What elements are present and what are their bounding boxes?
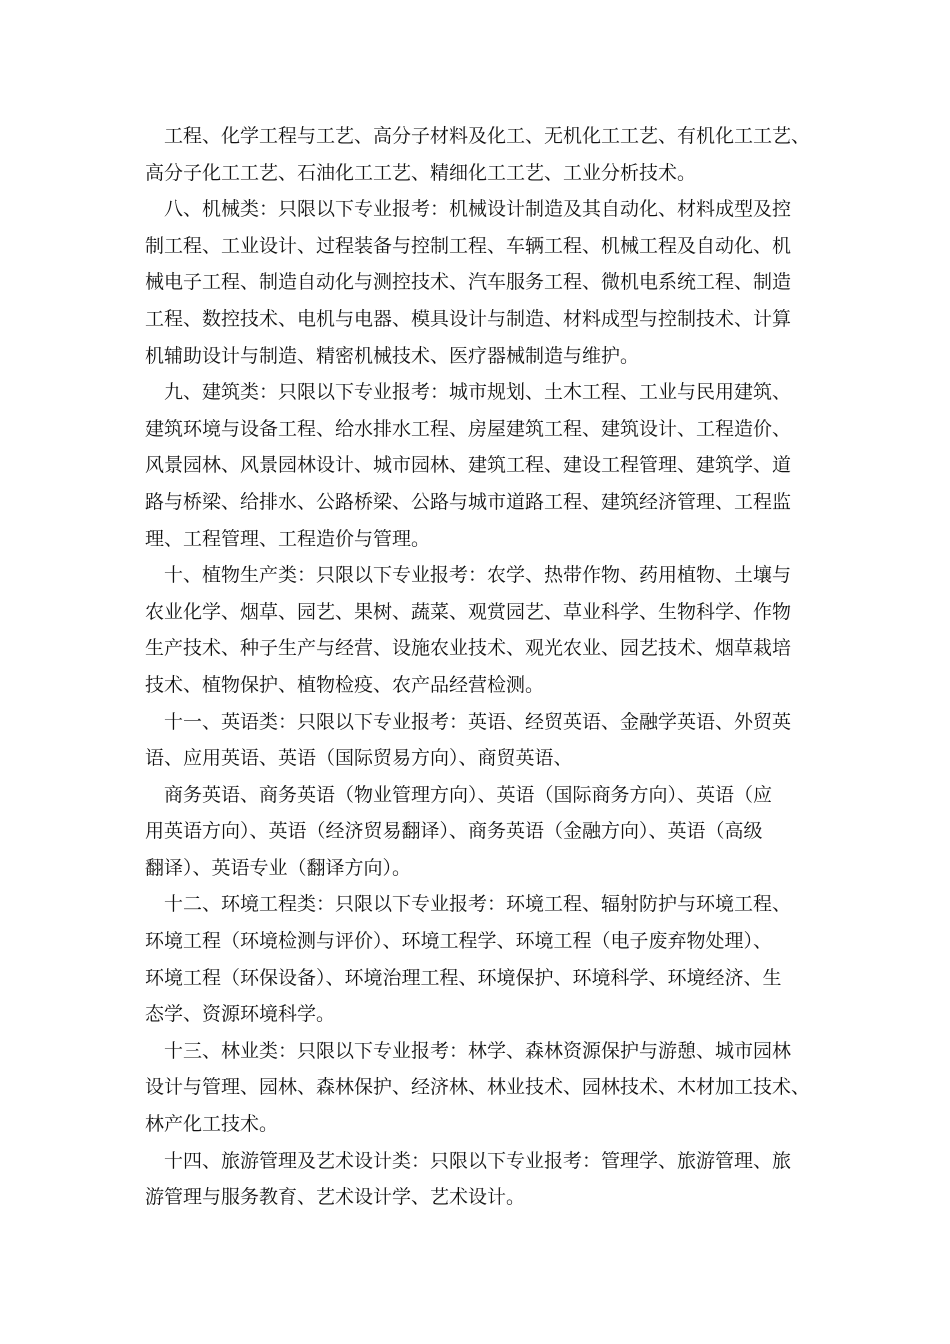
text-line: 建筑环境与设备工程、给水排水工程、房屋建筑工程、建筑设计、工程造价、 [145,417,792,440]
text-line: 十、植物生产类：只限以下专业报考：农学、热带作物、药用植物、土壤与 [164,564,792,587]
text-line: 态学、资源环境科学。 [145,1003,336,1026]
text-line: 设计与管理、园林、森林保护、经济林、林业技术、园林技术、木材加工技术、 [145,1076,810,1099]
text-line: 八、机械类：只限以下专业报考：机械设计制造及其自动化、材料成型及控 [164,198,792,221]
text-line: 商务英语、商务英语（物业管理方向）、英语（国际商务方向）、英语（应 [164,783,773,806]
text-line: 农业化学、烟草、园艺、果树、蔬菜、观赏园艺、草业科学、生物科学、作物 [145,600,792,623]
text-line: 高分子化工工艺、石油化工工艺、精细化工工艺、工业分析技术。 [145,161,697,184]
text-line: 九、建筑类：只限以下专业报考：城市规划、土木工程、工业与民用建筑、 [164,381,792,404]
text-line: 用英语方向）、英语（经济贸易翻译）、商务英语（金融方向）、英语（高级 [145,820,763,843]
text-line: 十二、环境工程类：只限以下专业报考：环境工程、辐射防护与环境工程、 [164,893,792,916]
text-line: 十一、英语类：只限以下专业报考：英语、经贸英语、金融学英语、外贸英 [164,710,792,733]
text-line: 林产化工技术。 [145,1113,279,1136]
text-line: 风景园林、风景园林设计、城市园林、建筑工程、建设工程管理、建筑学、道 [145,454,792,477]
text-line: 械电子工程、制造自动化与测控技术、汽车服务工程、微机电系统工程、制造 [145,271,792,294]
text-line: 制工程、工业设计、过程装备与控制工程、车辆工程、机械工程及自动化、机 [145,234,792,257]
document-body [145,118,810,1216]
text-line: 游管理与服务教育、艺术设计学、艺术设计。 [145,1186,526,1209]
text-line: 生产技术、种子生产与经营、设施农业技术、观光农业、园艺技术、烟草栽培 [145,637,792,660]
text-line: 环境工程（环保设备）、环境治理工程、环境保护、环境科学、环境经济、生 [145,966,782,989]
text-line: 机辅助设计与制造、精密机械技术、医疗器械制造与维护。 [145,344,640,367]
text-line: 十四、旅游管理及艺术设计类：只限以下专业报考：管理学、旅游管理、旅 [164,1149,792,1172]
text-line: 技术、植物保护、植物检疫、农产品经营检测。 [145,673,545,696]
text-line: 路与桥梁、给排水、公路桥梁、公路与城市道路工程、建筑经济管理、工程监 [145,490,792,513]
text-line: 环境工程（环境检测与评价）、环境工程学、环境工程（电子废弃物处理）、 [145,930,773,953]
text-line: 工程、化学工程与工艺、高分子材料及化工、无机化工工艺、有机化工工艺、 [164,125,810,147]
text-line: 语、应用英语、英语（国际贸易方向）、商贸英语、 [145,747,573,770]
text-line: 工程、数控技术、电机与电器、模具设计与制造、材料成型与控制技术、计算 [145,307,792,330]
text-line: 理、工程管理、工程造价与管理。 [145,527,431,550]
text-line: 翻译）、英语专业（翻译方向）。 [145,856,412,879]
text-line: 十三、林业类：只限以下专业报考：林学、森林资源保护与游憩、城市园林 [164,1039,792,1062]
